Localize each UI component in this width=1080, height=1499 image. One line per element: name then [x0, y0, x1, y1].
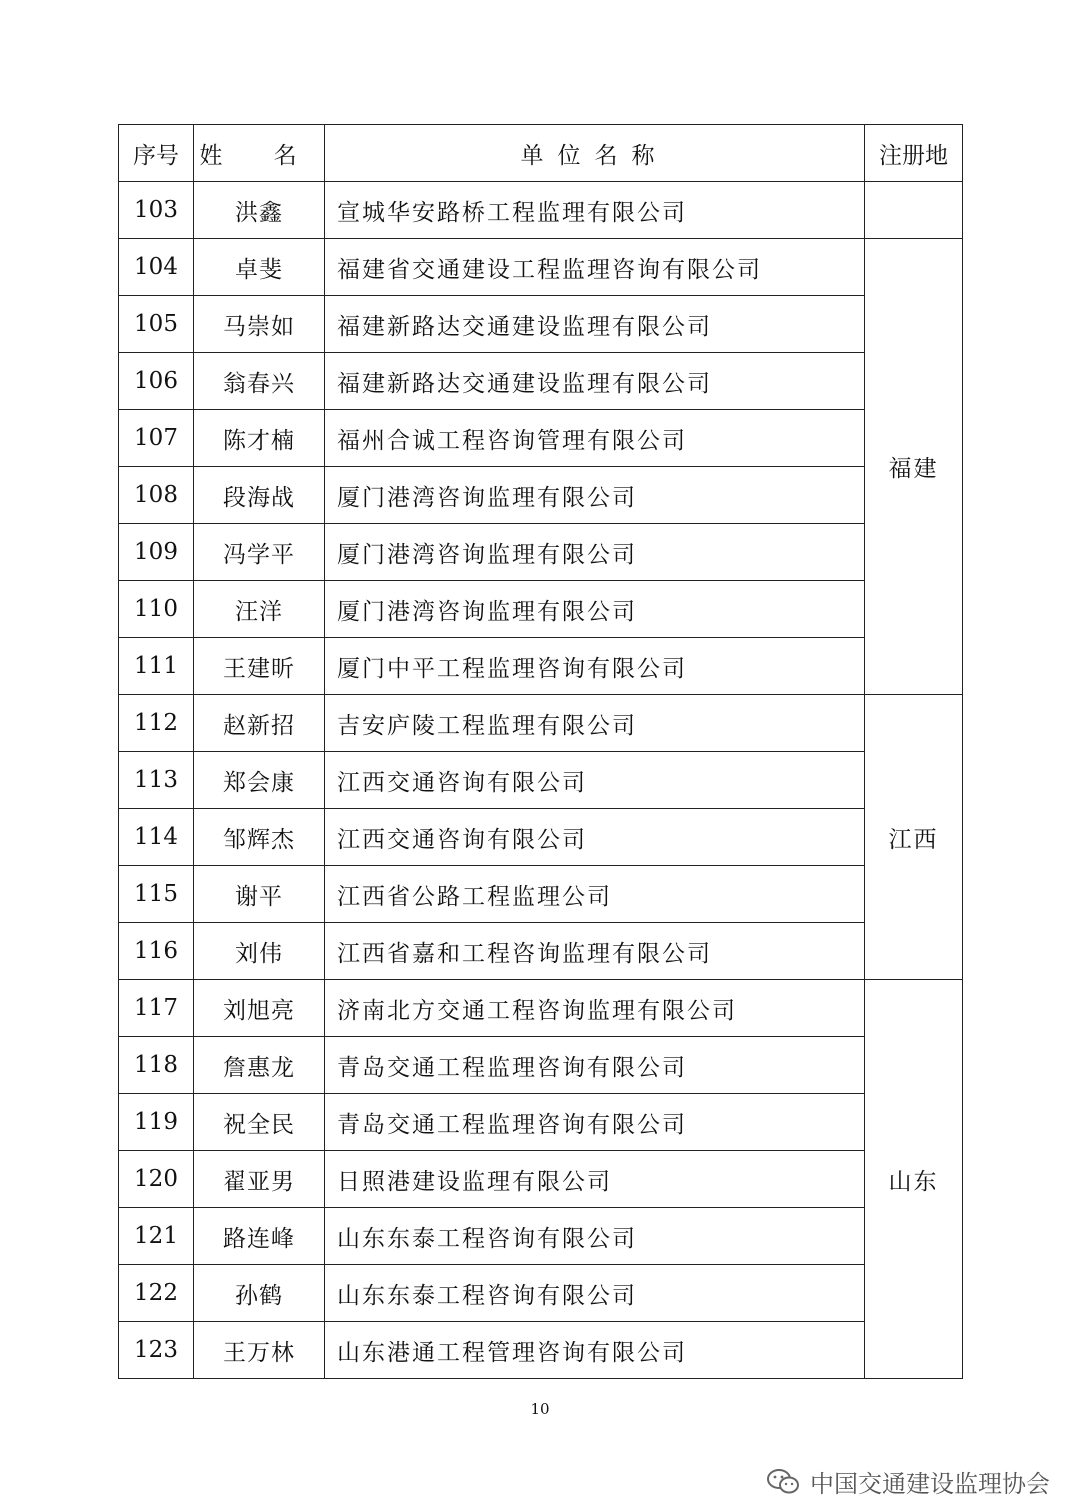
- row-no: 112: [119, 695, 194, 752]
- row-no: 106: [119, 353, 194, 410]
- table-row: [119, 1094, 963, 1151]
- table-row: [119, 1151, 963, 1208]
- watermark: [766, 1464, 1050, 1499]
- table-row: [119, 1037, 963, 1094]
- row-name: 路连峰: [194, 1208, 325, 1265]
- row-name: 冯学平: [194, 524, 325, 581]
- row-unit: 山东东泰工程咨询有限公司: [325, 1208, 865, 1265]
- row-name: 王建昕: [194, 638, 325, 695]
- header-name: 姓 名: [194, 125, 325, 182]
- table-row: [119, 353, 963, 410]
- row-no: 114: [119, 809, 194, 866]
- row-region: 福建: [865, 239, 963, 695]
- row-name: 詹惠龙: [194, 1037, 325, 1094]
- table-row: [119, 923, 963, 980]
- table-row: [119, 1265, 963, 1322]
- row-no: 115: [119, 866, 194, 923]
- row-unit: 吉安庐陵工程监理有限公司: [325, 695, 865, 752]
- row-no: 110: [119, 581, 194, 638]
- table-row: [119, 239, 963, 296]
- row-unit: 福州合诚工程咨询管理有限公司: [325, 410, 865, 467]
- table-row: [119, 809, 963, 866]
- row-region: [865, 182, 963, 239]
- table-row: [119, 638, 963, 695]
- table-row: [119, 467, 963, 524]
- header-region: 注册地: [865, 125, 963, 182]
- row-name: 卓斐: [194, 239, 325, 296]
- row-name: 马崇如: [194, 296, 325, 353]
- row-name: 祝全民: [194, 1094, 325, 1151]
- row-unit: 厦门港湾咨询监理有限公司: [325, 467, 865, 524]
- table-row: [119, 581, 963, 638]
- table-body: [119, 182, 963, 1379]
- row-no: 120: [119, 1151, 194, 1208]
- watermark-text: 中国交通建设监理协会: [810, 1470, 1050, 1498]
- table-row: [119, 980, 963, 1037]
- row-no: 122: [119, 1265, 194, 1322]
- row-unit: 江西省公路工程监理公司: [325, 866, 865, 923]
- row-region: 江西: [865, 695, 963, 980]
- row-unit: 江西交通咨询有限公司: [325, 809, 865, 866]
- row-name: 王万林: [194, 1322, 325, 1379]
- row-unit: 宣城华安路桥工程监理有限公司: [325, 182, 865, 239]
- row-no: 111: [119, 638, 194, 695]
- row-name: 谢平: [194, 866, 325, 923]
- table-row: [119, 182, 963, 239]
- table-row: [119, 1208, 963, 1265]
- row-name: 翟亚男: [194, 1151, 325, 1208]
- row-unit: 厦门港湾咨询监理有限公司: [325, 524, 865, 581]
- table-row: [119, 866, 963, 923]
- row-no: 103: [119, 182, 194, 239]
- row-name: 段海战: [194, 467, 325, 524]
- table-row: [119, 410, 963, 467]
- row-no: 105: [119, 296, 194, 353]
- page-number: 10: [530, 1400, 550, 1418]
- row-region: 山东: [865, 980, 963, 1379]
- row-name: 郑会康: [194, 752, 325, 809]
- row-no: 109: [119, 524, 194, 581]
- row-unit: 厦门中平工程监理咨询有限公司: [325, 638, 865, 695]
- row-unit: 福建省交通建设工程监理咨询有限公司: [325, 239, 865, 296]
- row-unit: 江西交通咨询有限公司: [325, 752, 865, 809]
- wechat-icon: [766, 1468, 802, 1496]
- row-unit: 青岛交通工程监理咨询有限公司: [325, 1037, 865, 1094]
- row-name: 刘旭亮: [194, 980, 325, 1037]
- row-no: 108: [119, 467, 194, 524]
- table-row: [119, 752, 963, 809]
- header-unit: 单位名称: [325, 125, 865, 182]
- row-name: 洪鑫: [194, 182, 325, 239]
- row-unit: 济南北方交通工程咨询监理有限公司: [325, 980, 865, 1037]
- table-row: [119, 524, 963, 581]
- table-row: [119, 695, 963, 752]
- row-no: 116: [119, 923, 194, 980]
- row-unit: 江西省嘉和工程咨询监理有限公司: [325, 923, 865, 980]
- header-no: 序号: [119, 125, 194, 182]
- row-no: 119: [119, 1094, 194, 1151]
- row-unit: 厦门港湾咨询监理有限公司: [325, 581, 865, 638]
- row-unit: 山东东泰工程咨询有限公司: [325, 1265, 865, 1322]
- table-row: [119, 1322, 963, 1379]
- row-unit: 福建新路达交通建设监理有限公司: [325, 353, 865, 410]
- row-unit: 日照港建设监理有限公司: [325, 1151, 865, 1208]
- table-header-row: [119, 125, 963, 182]
- row-no: 117: [119, 980, 194, 1037]
- row-no: 123: [119, 1322, 194, 1379]
- row-no: 121: [119, 1208, 194, 1265]
- row-name: 翁春兴: [194, 353, 325, 410]
- row-name: 赵新招: [194, 695, 325, 752]
- table-row: [119, 296, 963, 353]
- roster-table: [118, 124, 963, 1379]
- row-no: 107: [119, 410, 194, 467]
- row-name: 汪洋: [194, 581, 325, 638]
- row-name: 邹辉杰: [194, 809, 325, 866]
- row-unit: 山东港通工程管理咨询有限公司: [325, 1322, 865, 1379]
- row-name: 孙鹤: [194, 1265, 325, 1322]
- row-no: 104: [119, 239, 194, 296]
- row-no: 113: [119, 752, 194, 809]
- row-no: 118: [119, 1037, 194, 1094]
- row-name: 陈才楠: [194, 410, 325, 467]
- row-name: 刘伟: [194, 923, 325, 980]
- row-unit: 福建新路达交通建设监理有限公司: [325, 296, 865, 353]
- row-unit: 青岛交通工程监理咨询有限公司: [325, 1094, 865, 1151]
